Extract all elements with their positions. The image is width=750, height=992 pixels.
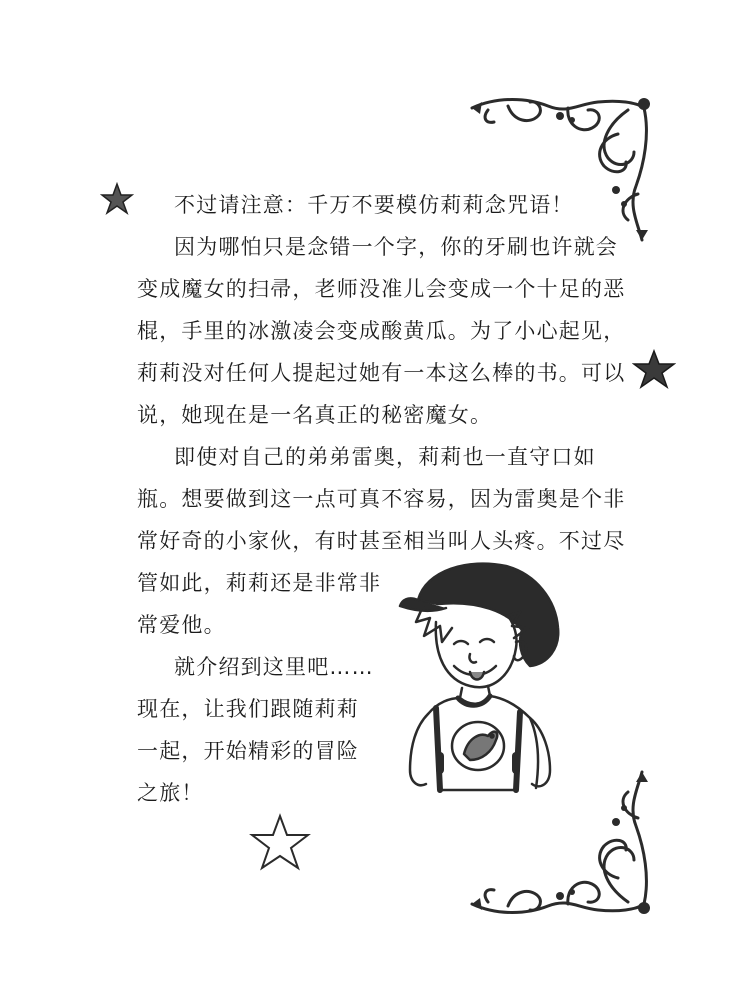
text-line: 不过请注意：千万不要模仿莉莉念咒语！ bbox=[174, 193, 574, 217]
text-line: 变成魔女的扫帚，老师没准儿会变成一个十足的恶 bbox=[137, 277, 626, 301]
star-icon bbox=[248, 812, 312, 872]
text-line: 瓶。想要做到这一点可真不容易，因为雷奥是个非 bbox=[137, 487, 626, 511]
text-line: 常好奇的小家伙，有时甚至相当叫人头疼。不过尽 bbox=[137, 529, 626, 553]
boy-leo-illustration bbox=[388, 556, 578, 800]
star-icon bbox=[632, 349, 676, 389]
text-line: 现在，让我们跟随莉莉 bbox=[137, 697, 359, 721]
text-line: 说，她现在是一名真正的秘密魔女。 bbox=[137, 403, 493, 427]
text-line: 莉莉没对任何人提起过她有一本这么棒的书。可以 bbox=[137, 361, 626, 385]
text-line: 常爱他。 bbox=[137, 613, 226, 637]
text-line: 因为哪怕只是念错一个字，你的牙刷也许就会 bbox=[174, 235, 618, 259]
text-line: 管如此，莉莉还是非常非 bbox=[137, 571, 382, 595]
star-icon bbox=[100, 182, 134, 216]
flourish-corner-top-right bbox=[468, 94, 658, 244]
text-line: 棍，手里的冰激凌会变成酸黄瓜。为了小心起见， bbox=[137, 319, 626, 343]
text-line: 一起，开始精彩的冒险 bbox=[137, 739, 359, 763]
text-line: 即使对自己的弟弟雷奥，莉莉也一直守口如 bbox=[174, 445, 596, 469]
text-line: 之旅！ bbox=[137, 781, 204, 805]
text-line: 就介绍到这里吧…… bbox=[174, 655, 374, 679]
